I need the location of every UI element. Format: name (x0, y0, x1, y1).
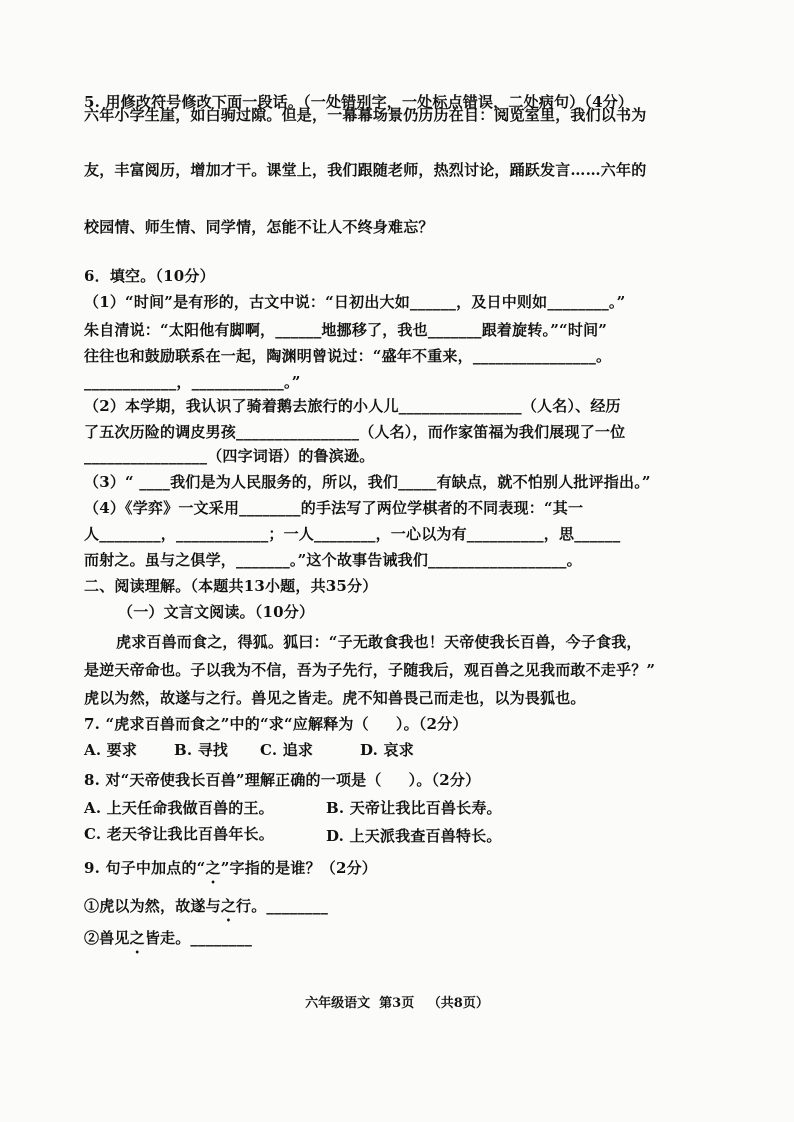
q9-sentence-2: ②兽见之皆走。________ (84, 929, 253, 947)
q9-prompt: 9. 句子中加点的“之”字指的是谁？（2分） (84, 859, 377, 877)
q8-option-d: D. 上天派我查百兽特长。 (326, 827, 502, 845)
q5-para-line-3: 校园情、师生情、同学情，怎能不让人不终身难忘？ (84, 218, 434, 236)
section-2-heading: 二、阅读理解。（本题共13小题，共35分） (84, 577, 378, 595)
q6-line-1: （1）“时间”是有形的，古文中说：“日初出大如______，及日中则如________。” (84, 293, 626, 311)
q6-line-3: 往往也和鼓励联系在一起，陶渊明曾说过：“盛年不重来，________________。 (84, 347, 612, 365)
q7-option-d: D. 哀求 (360, 741, 414, 759)
q8-option-c: C. 老天爷让我比百兽年长。 (84, 825, 274, 843)
q6-line-10: 人________，____________；一人________，一心以为有__________，思______ (84, 525, 621, 543)
q6-line-11: 而射之。虽与之俱学，_______。”这个故事告诫我们__________________。 (84, 551, 582, 569)
q6-prompt: 6．填空。（10分） (84, 267, 215, 285)
q5-para-line-2: 友，丰富阅历，增加才干。课堂上，我们跟随老师，热烈讨论，踊跃发言……六年的 (84, 161, 647, 179)
q7-option-b: B. 寻找 (174, 741, 229, 759)
q5-para-line-1: 六年小学生崖，如白驹过隙。但是，一幕幕场景仍历历在目：阅览室里，我们以书为 (84, 106, 647, 124)
q6-line-6: 了五次历险的调皮男孩________________（人名），而作家笛福为我们展现了一位 (84, 423, 626, 441)
q6-line-4: ____________，____________。” (84, 373, 301, 391)
q7-option-a: A. 要求 (84, 741, 138, 759)
q6-line-5: （2）本学期，我认识了骑着鹅去旅行的小人儿________________（人名）、经历 (84, 397, 621, 415)
q8-option-b: B. 天帝让我比百兽长寿。 (326, 799, 502, 817)
q8-prompt: 8. 对“天帝使我长百兽”理解正确的一项是（ ）。（2分） (84, 771, 481, 789)
q7-option-c: C. 追求 (260, 741, 314, 759)
q6-line-7: ________________（四字词语）的鲁滨逊。 (84, 447, 375, 465)
classical-passage-line-1: 虎求百兽而食之，得狐。狐曰：“子无敢食我也！天帝使我长百兽，今子食我， (116, 633, 642, 651)
q6-line-8: （3）“ ____我们是为人民服务的，所以，我们_____有缺点，就不怕别人批评指出。” (84, 473, 651, 491)
section-2-subheading: （一）文言文阅读。（10分） (118, 603, 315, 621)
q6-line-9: （4）《学弈》一文采用________的手法写了两位学棋者的不同表现：“其一 (84, 499, 584, 517)
q7-prompt: 7. “虎求百兽而食之”中的“求“应解释为（ ）。（2分） (84, 715, 468, 733)
page-footer: 六年级语文 第3页 （共8页） (305, 996, 489, 1011)
q5-prompt: 5. 用修改符号修改下面一段话。（一处错别字，一处标点错误，二处病句）（4分） (84, 93, 634, 111)
classical-passage-line-2: 是逆天帝命也。子以我为不信，吾为子先行，子随我后，观百兽之见我而敢不走乎？” (84, 661, 656, 679)
q9-sentence-1: ①虎以为然，故遂与之行。________ (84, 897, 329, 915)
q6-line-2: 朱自清说：“太阳他有脚啊，______地挪移了，我也_______跟着旋转。”“时间” (84, 321, 608, 339)
q8-option-a: A. 上天任命我做百兽的王。 (84, 799, 274, 817)
classical-passage-line-3: 虎以为然，故遂与之行。兽见之皆走。虎不知兽畏己而走也，以为畏狐也。 (84, 689, 586, 707)
